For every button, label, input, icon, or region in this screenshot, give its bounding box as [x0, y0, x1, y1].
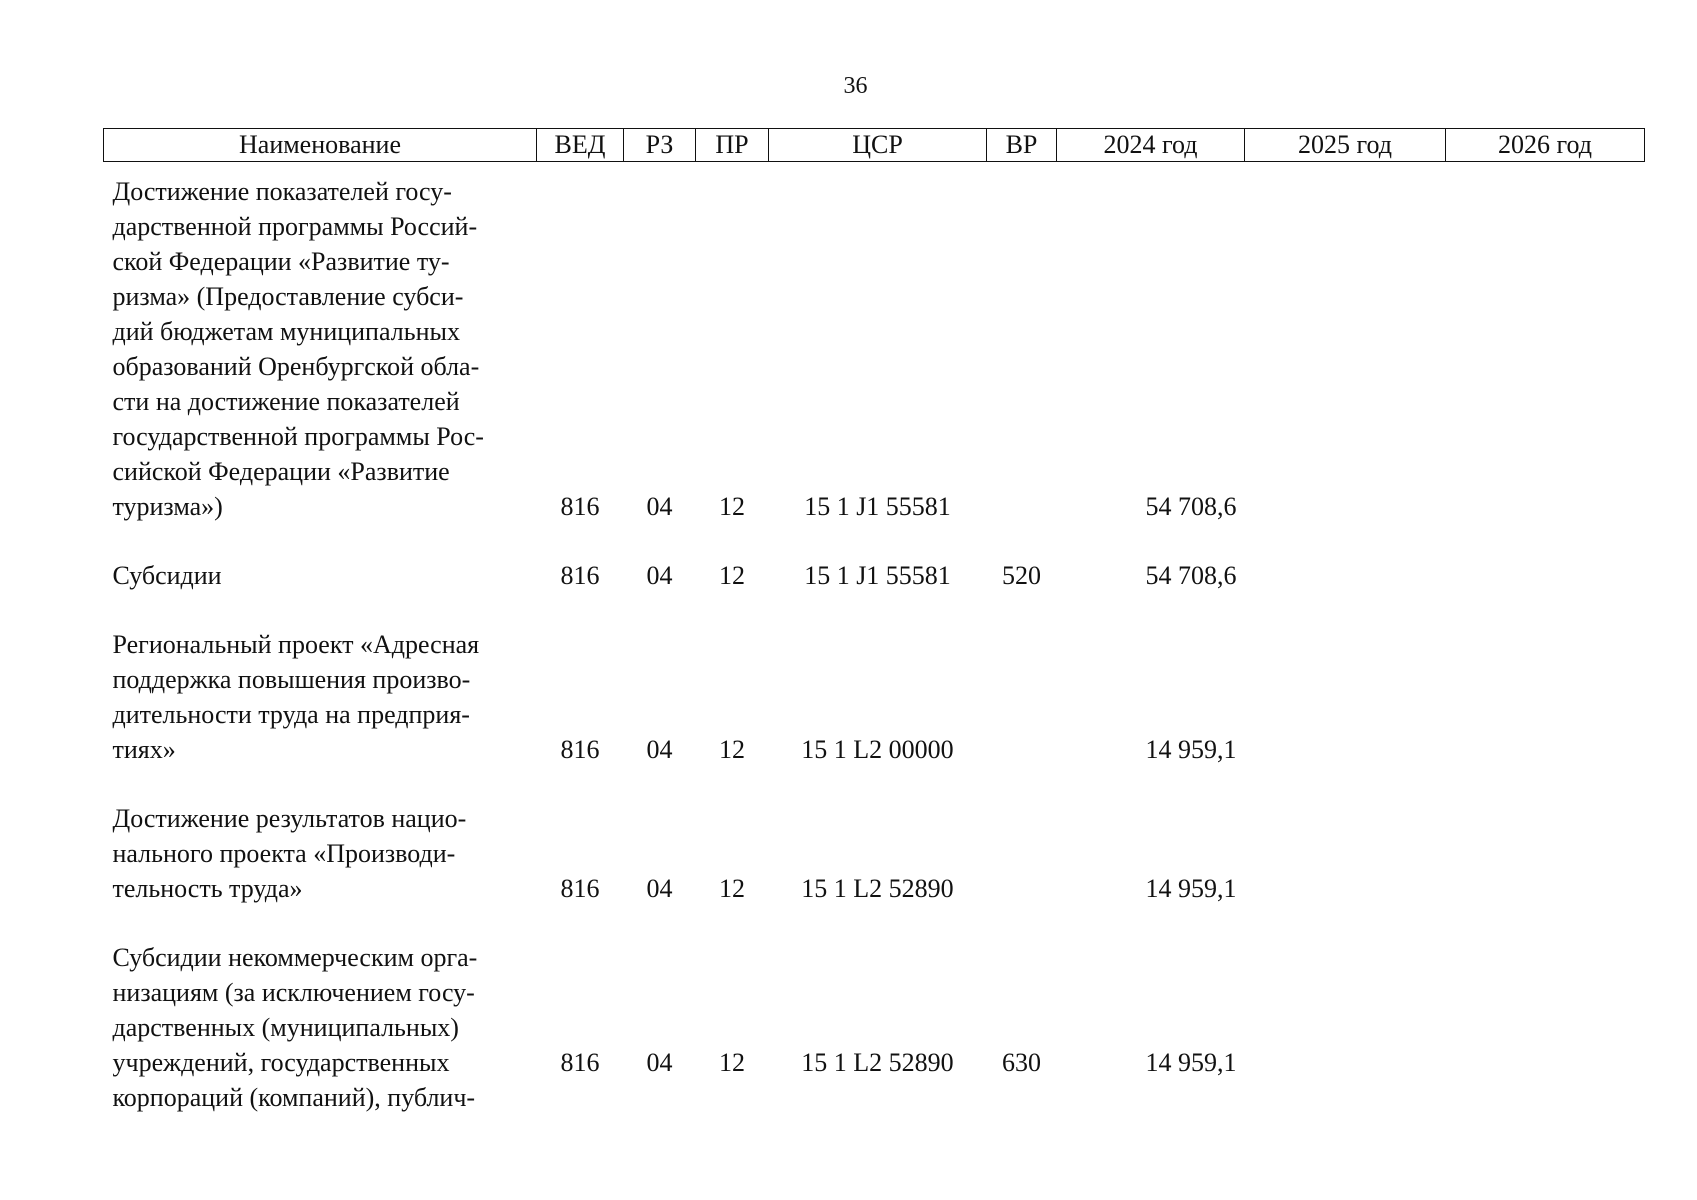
row-year-2025: [1245, 940, 1446, 1115]
row-vr: [987, 174, 1057, 524]
table-row: [104, 801, 1645, 906]
row-spacer: [104, 593, 1645, 627]
row-csr: 15 1 L2 00000: [801, 735, 954, 764]
row-year-2026: [1446, 174, 1645, 524]
row-spacer-cell: [104, 524, 1645, 558]
row-spacer-cell: [104, 162, 1645, 175]
row-pr: 12: [719, 874, 745, 903]
row-vr: [987, 801, 1057, 906]
row-ved: 816: [560, 492, 600, 521]
row-csr: 15 1 J1 55581: [804, 561, 951, 590]
header-name: Наименование: [104, 129, 537, 162]
row-ved: 816: [560, 735, 600, 764]
row-year-2024: 14 959,1: [1145, 735, 1237, 764]
table-row: [104, 174, 1645, 524]
row-spacer-cell: [104, 593, 1645, 627]
row-name-line: поддержка повышения произво-: [112, 665, 471, 694]
row-year-2024: 54 708,6: [1145, 561, 1237, 590]
header-2025: 2025 год: [1245, 129, 1446, 162]
table-row: [104, 627, 1645, 767]
row-name-line: сти на достижение показателей: [112, 387, 460, 416]
row-year-2024: 14 959,1: [1145, 1048, 1237, 1077]
row-name-line: корпораций (компаний), публич-: [112, 1083, 476, 1112]
table-body: [104, 162, 1645, 1116]
row-year-2026: [1446, 627, 1645, 767]
row-name: [104, 174, 537, 524]
row-pr: 12: [719, 561, 745, 590]
row-name-line: сийской Федерации «Развитие: [112, 457, 450, 486]
row-year-2025: [1245, 801, 1446, 906]
row-name-line: Достижение показателей госу-: [112, 177, 452, 206]
table-row: [104, 558, 1645, 593]
row-name-line: дарственной программы Россий-: [112, 212, 478, 241]
row-csr: 15 1 L2 52890: [801, 874, 954, 903]
row-csr: 15 1 L2 52890: [801, 1048, 954, 1077]
header-pr: ПР: [696, 129, 769, 162]
header-vr: ВР: [987, 129, 1057, 162]
row-name: [104, 627, 537, 767]
row-pr: 12: [719, 492, 745, 521]
header-2026: 2026 год: [1446, 129, 1645, 162]
row-rz: 04: [646, 492, 673, 521]
header-rz: РЗ: [624, 129, 696, 162]
row-csr: 15 1 J1 55581: [804, 492, 951, 521]
row-name: [104, 801, 537, 906]
row-spacer: [104, 767, 1645, 801]
row-rz: 04: [646, 874, 673, 903]
row-name-line: ризма» (Предоставление субси-: [112, 282, 464, 311]
header-row: [104, 129, 1645, 162]
row-year-2024: 54 708,6: [1145, 492, 1237, 521]
header-csr: ЦСР: [769, 129, 987, 162]
row-spacer: [104, 524, 1645, 558]
row-spacer-cell: [104, 767, 1645, 801]
row-year-2025: [1245, 558, 1446, 593]
row-ved: 816: [560, 561, 600, 590]
header-2024: 2024 год: [1057, 129, 1245, 162]
row-name-line: низациям (за исключением госу-: [112, 978, 475, 1007]
row-name-line: Достижение результатов нацио-: [112, 804, 467, 833]
table-header: [104, 129, 1645, 162]
row-vr: 520: [1002, 561, 1041, 590]
row-name-line: тиях»: [112, 735, 176, 764]
row-year-2026: [1446, 801, 1645, 906]
header-ved: ВЕД: [537, 129, 624, 162]
row-name-line: дарственных (муниципальных): [112, 1013, 459, 1042]
row-pr: 12: [719, 735, 745, 764]
row-name-line: ской Федерации «Развитие ту-: [112, 247, 450, 276]
budget-table: [103, 128, 1645, 1115]
row-ved: 816: [560, 1048, 600, 1077]
row-name-line: государственной программы Рос-: [112, 422, 484, 451]
row-year-2025: [1245, 627, 1446, 767]
row-name-line: тельность труда»: [112, 874, 303, 903]
row-name-line: нального проекта «Производи-: [112, 839, 456, 868]
row-name-line: дий бюджетам муниципальных: [112, 317, 460, 346]
row-name-line: туризма»): [112, 492, 223, 521]
table-row: [104, 940, 1645, 1115]
row-spacer: [104, 162, 1645, 175]
row-vr: [987, 627, 1057, 767]
row-year-2026: [1446, 558, 1645, 593]
row-vr: 630: [1002, 1048, 1041, 1077]
row-rz: 04: [646, 561, 673, 590]
row-name-line: Региональный проект «Адресная: [112, 630, 480, 659]
row-name-line: Субсидии некоммерческим орга-: [112, 943, 478, 972]
row-spacer-cell: [104, 906, 1645, 940]
row-rz: 04: [646, 735, 673, 764]
row-year-2025: [1245, 174, 1446, 524]
row-name-line: дительности труда на предприя-: [112, 700, 470, 729]
row-ved: 816: [560, 874, 600, 903]
row-year-2024: 14 959,1: [1145, 874, 1237, 903]
row-year-2026: [1446, 940, 1645, 1115]
row-name-line: учреждений, государственных: [112, 1048, 450, 1077]
row-rz: 04: [646, 1048, 673, 1077]
row-spacer: [104, 906, 1645, 940]
row-name-line: Субсидии: [112, 561, 222, 590]
row-name: [104, 940, 537, 1115]
row-name-line: образований Оренбургской обла-: [112, 352, 480, 381]
row-pr: 12: [719, 1048, 745, 1077]
row-name: [104, 558, 537, 593]
page-number: 36: [843, 73, 868, 99]
